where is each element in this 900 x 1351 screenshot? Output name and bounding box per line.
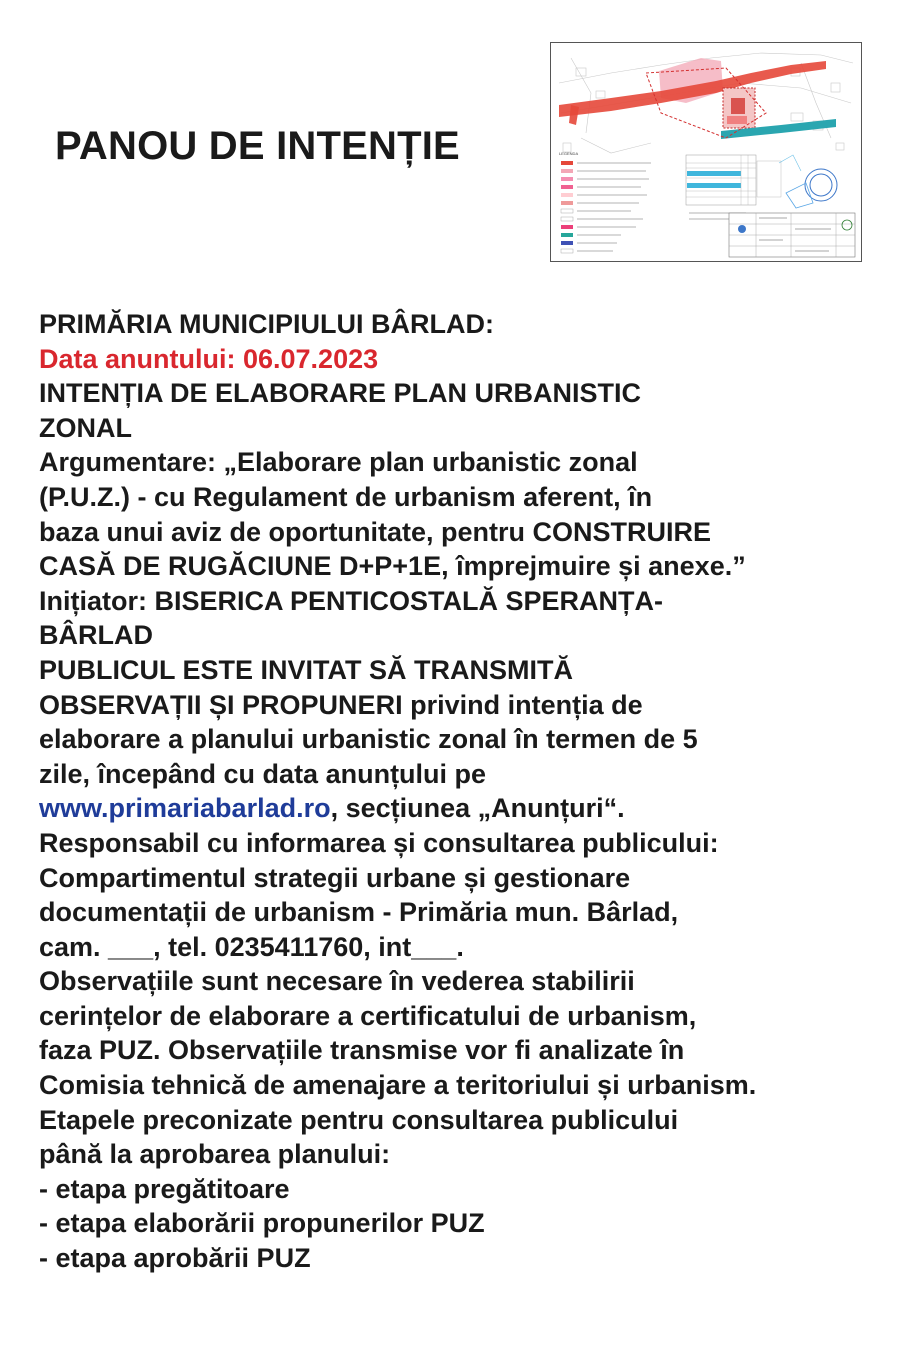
responsible-line-1: Responsabil cu informarea și consultarea publicului: (39, 827, 719, 858)
observations-note-line-1: Observațiile sunt necesare în vederea stabilirii (39, 966, 635, 997)
initiator-line-1: Inițiator: BISERICA PENTICOSTALĂ SPERANȚA- (39, 585, 664, 616)
argument-line-1: Argumentare: „Elaborare plan urbanistic zonal (39, 447, 638, 478)
argument-line-4: CASĂ DE RUGĂCIUNE D+P+1E, împrejmuire și anexe.” (39, 551, 746, 582)
issuer-line: PRIMĂRIA MUNICIPIULUI BÂRLAD: (39, 309, 494, 339)
stage-item-approval: - etapa aprobării PUZ (39, 1243, 311, 1274)
website-section-text: , secțiunea „Anunțuri“. (330, 793, 625, 824)
argument-line-3: baza unui aviz de oportunitate, pentru CONSTRUIRE (39, 516, 712, 547)
website-link[interactable]: www.primariabarlad.ro (39, 793, 331, 824)
observations-heading: OBSERVAȚII ȘI PROPUNERI (39, 689, 403, 720)
stages-intro-line-2: până la aprobarea planului: (39, 1139, 391, 1170)
contact-line: cam. ___, tel. 0235411760, int___. (39, 931, 464, 962)
svg-text:LEGENDA: LEGENDA (559, 151, 579, 156)
observations-note-line-4: Comisia tehnică de amenajare a teritoriului și urbanism. (39, 1070, 757, 1101)
urban-plan-map-image (550, 42, 862, 262)
urban-plan-map-drawing (551, 43, 861, 261)
observations-text: privind intenția de (402, 689, 643, 720)
public-invite-line-3: elaborare a planului urbanistic zonal în termen de 5 (39, 724, 698, 755)
public-invite-line-4: zile, începând cu data anunțului pe (39, 758, 487, 789)
observations-note-line-3: faza PUZ. Observațiile transmise vor fi analizate în (39, 1035, 685, 1066)
stage-item-preparatory: - etapa pregătitoare (39, 1173, 290, 1204)
panel-title: PANOU DE INTENȚIE (55, 124, 460, 168)
stages-intro-line-1: Etapele preconizate pentru consultarea publicului (39, 1104, 679, 1135)
public-invite-line-1: PUBLICUL ESTE INVITAT SĂ TRANSMITĂ (39, 654, 574, 685)
intent-heading-line-2: ZONAL (39, 412, 132, 443)
announcement-body (39, 307, 889, 1276)
argument-line-2: (P.U.Z.) - cu Regulament de urbanism aferent, în (39, 481, 653, 512)
website-line (39, 791, 889, 826)
observations-note-line-2: cerințelor de elaborare a certificatului de urbanism, (39, 1000, 697, 1031)
initiator-line-2: BÂRLAD (39, 620, 153, 651)
responsible-line-3: documentații de urbanism - Primăria mun. Bârlad, (39, 897, 679, 928)
stage-item-proposals: - etapa elaborării propunerilor PUZ (39, 1208, 485, 1239)
public-invite-line-2 (39, 688, 889, 723)
announcement-date: Data anuntului: 06.07.2023 (39, 343, 379, 374)
responsible-line-2: Compartimentul strategii urbane și gestionare (39, 862, 631, 893)
intent-heading-line-1: INTENȚIA DE ELABORARE PLAN URBANISTIC (39, 378, 642, 409)
